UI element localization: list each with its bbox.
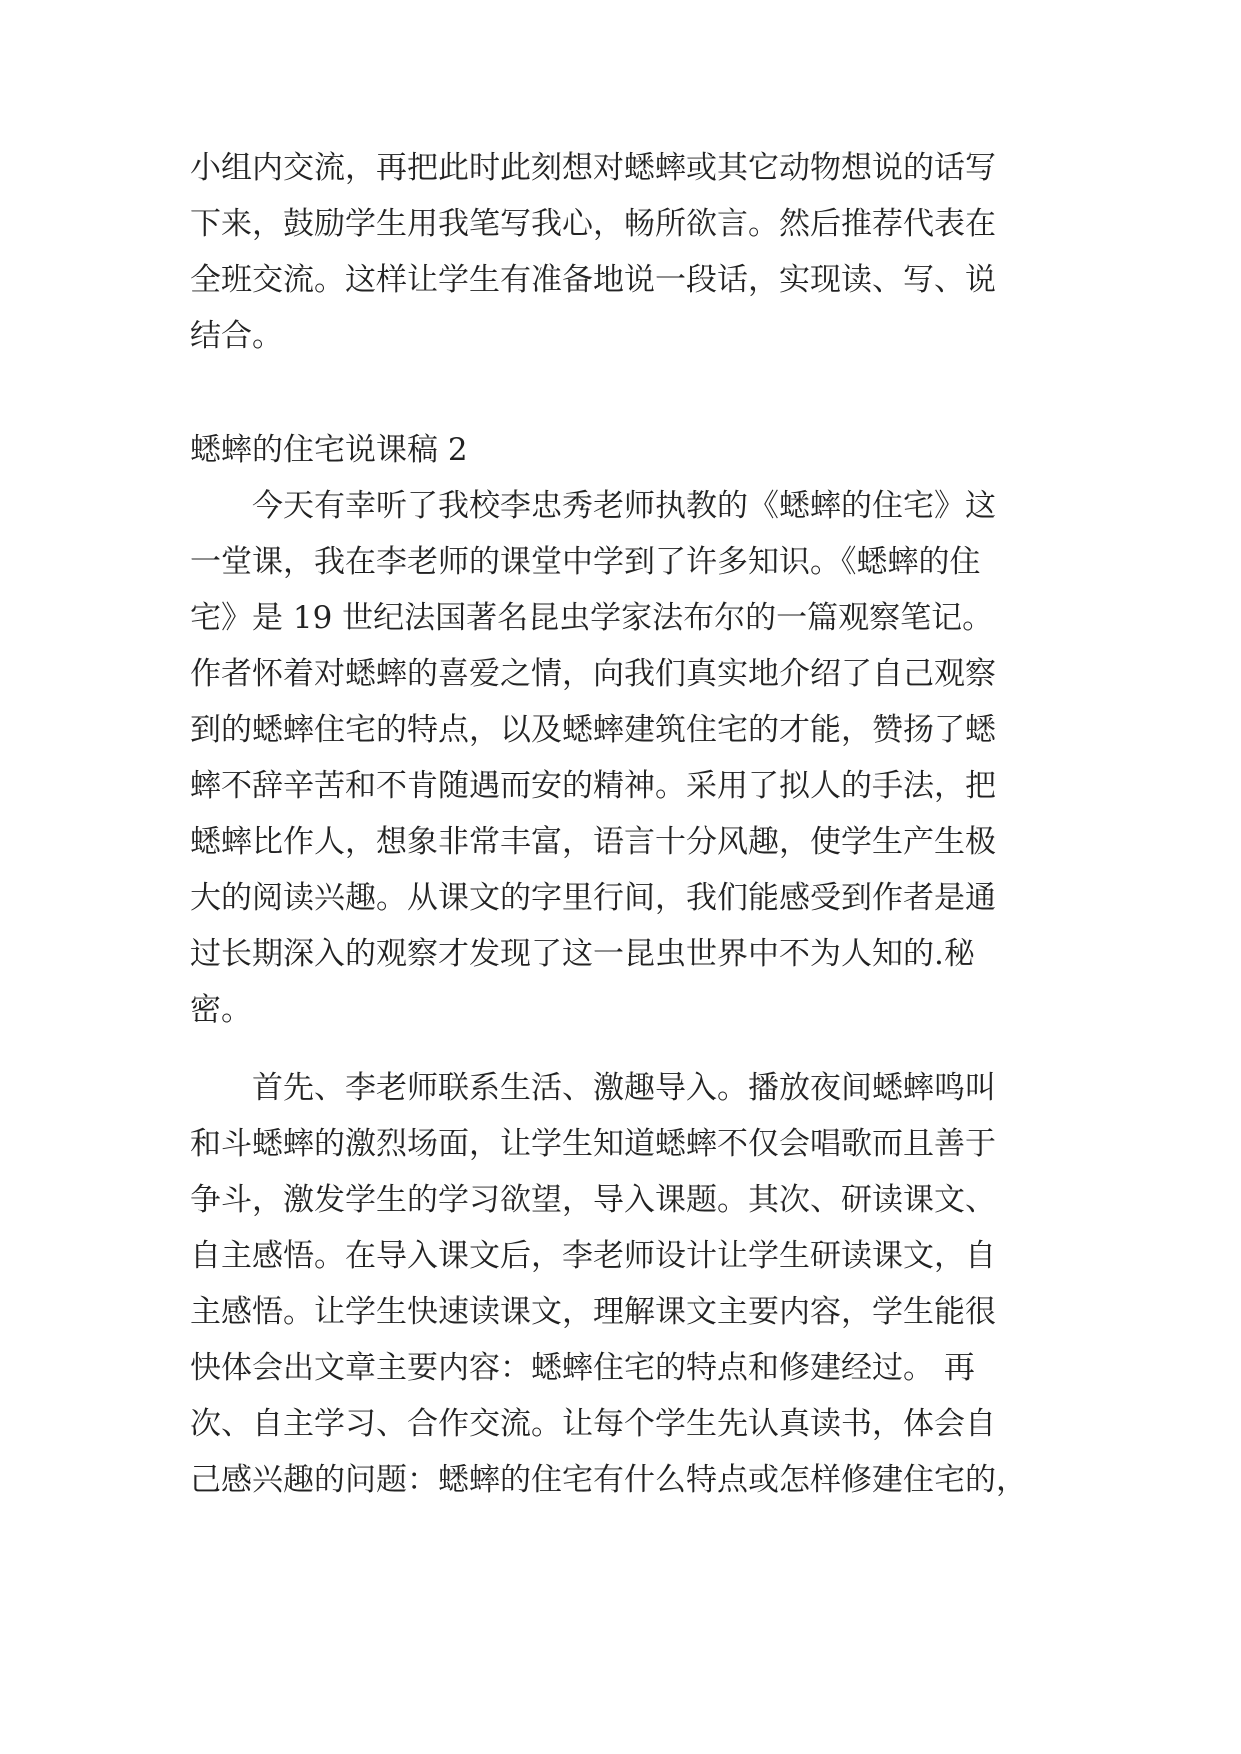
- paragraph-line: 次、自主学习、合作交流。让每个学生先认真读书，体会自: [190, 1406, 996, 1442]
- paragraph-line: 下来，鼓励学生用我笔写我心，畅所欲言。然后推荐代表在: [190, 206, 996, 242]
- paragraph-line: 到的蟋蟀住宅的特点，以及蟋蟀建筑住宅的才能，赞扬了蟋: [190, 712, 996, 748]
- paragraph-line: 首先、李老师联系生活、激趣导入。播放夜间蟋蟀鸣叫: [190, 1070, 996, 1106]
- paragraph-line: 自主感悟。在导入课文后，李老师设计让学生研读课文，自: [190, 1238, 996, 1274]
- paragraph-line: 全班交流。这样让学生有准备地说一段话，实现读、写、说: [190, 262, 996, 298]
- paragraph-line: 过长期深入的观察才发现了这一昆虫世界中不为人知的.秘: [190, 936, 975, 972]
- paragraph-line: 蟋蟀比作人，想象非常丰富，语言十分风趣，使学生产生极: [190, 824, 996, 860]
- paragraph-line: 大的阅读兴趣。从课文的字里行间，我们能感受到作者是通: [190, 880, 996, 916]
- section-heading: 蟋蟀的住宅说课稿 2: [190, 432, 468, 468]
- paragraph-line: 一堂课，我在李老师的课堂中学到了许多知识。《蟋蟀的住: [190, 544, 981, 580]
- paragraph-line: 快体会出文章主要内容：蟋蟀住宅的特点和修建经过。 再: [190, 1350, 975, 1386]
- paragraph-line: 宅》是 19 世纪法国著名昆虫学家法布尔的一篇观察笔记。: [190, 600, 994, 636]
- paragraph-line: 主感悟。让学生快速读课文，理解课文主要内容，学生能很: [190, 1294, 996, 1330]
- paragraph-line: 结合。: [190, 318, 283, 354]
- paragraph-line: 密。: [190, 992, 252, 1028]
- paragraph-line: 今天有幸听了我校李忠秀老师执教的《蟋蟀的住宅》这: [190, 488, 996, 524]
- paragraph-line: 小组内交流，再把此时此刻想对蟋蟀或其它动物想说的话写: [190, 150, 996, 186]
- paragraph-line: 争斗，激发学生的学习欲望，导入课题。其次、研读课文、: [190, 1182, 996, 1218]
- paragraph-line: 蟀不辞辛苦和不肯随遇而安的精神。采用了拟人的手法，把: [190, 768, 996, 804]
- paragraph-line: 和斗蟋蟀的激烈场面，让学生知道蟋蟀不仅会唱歌而且善于: [190, 1126, 996, 1162]
- paragraph-line: 己感兴趣的问题：蟋蟀的住宅有什么特点或怎样修建住宅的，: [190, 1462, 1027, 1498]
- paragraph-line: 作者怀着对蟋蟀的喜爱之情，向我们真实地介绍了自己观察: [190, 656, 996, 692]
